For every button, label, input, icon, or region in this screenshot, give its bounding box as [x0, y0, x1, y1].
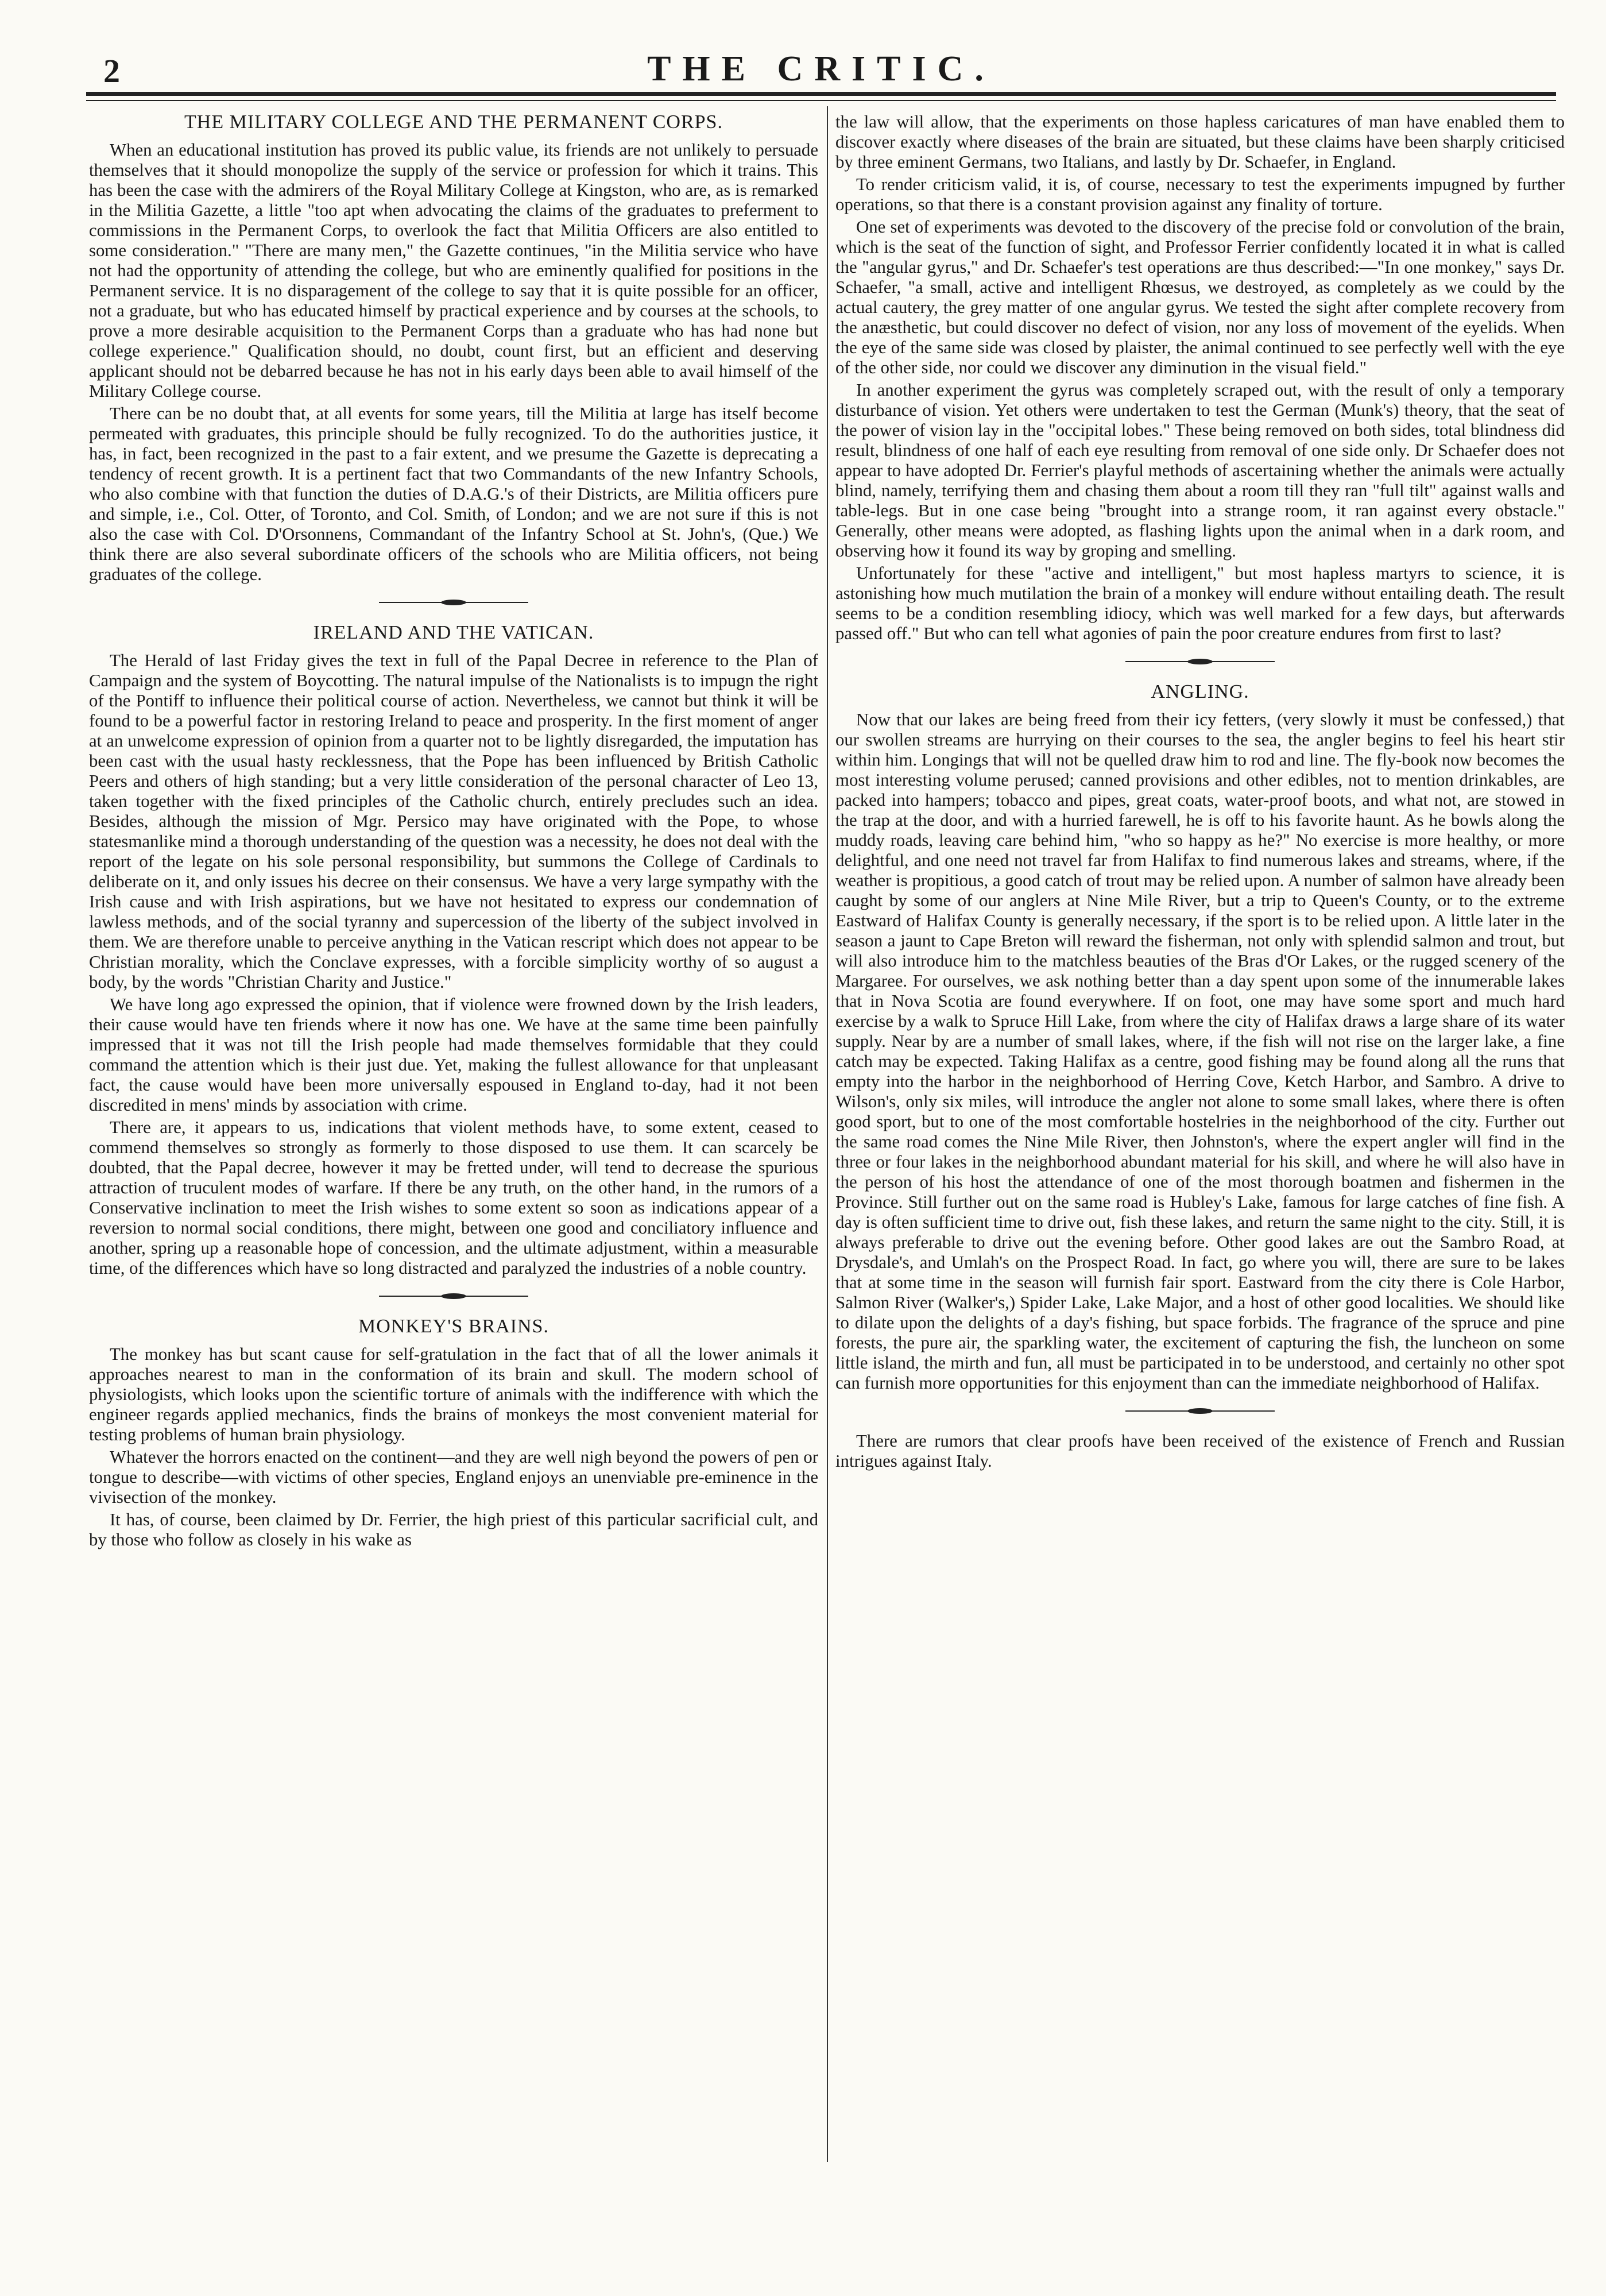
- article-title: MONKEY'S BRAINS.: [358, 1316, 549, 1337]
- header-rule-thin: [86, 100, 1556, 101]
- section-separator: [1125, 659, 1275, 664]
- header-rule-thick: [86, 92, 1556, 96]
- article-paragraph: Whatever the horrors enacted on the continent—and they are well nigh beyond the powers of pen or tongue to describe—with victims of other species, England enjoys an unenviable pre-eminence in the vivisection of the monkey.: [89, 1447, 818, 1507]
- article-paragraph: Unfortunately for these "active and intelligent," but most hapless martyrs to science, it is astonishing how much mutilation the brain of a monkey will endure without entailing death. The result seems to be a condition resembling idiocy, which was well marked for a few days, but afterwards passed off." But who can tell what agonies of pain the poor creature endures from first to last?: [835, 563, 1565, 643]
- article-paragraph: In another experiment the gyrus was completely scraped out, with the result of only a temporary disturbance of vision. Yet others were undertaken to test the German (Munk's) theory, that the seat of the power of vision lay in the "occipital lobes." These being removed on both sides, total blindness did result, blindness of one half of each eye resulting from removal of one side only. Dr Schaefer does not appear to have adopted Dr. Ferrier's playful methods of ascertaining whether the animals were actually blind, namely, terrifying them and chasing them about a room till they ran "full tilt" against walls and table-legs. But in one case being "brought into a strange room, it ran against every obstacle." Generally, other means were adopted, as flashing lights upon the animal when in a dark room, and observing how it found its way by groping and smelling.: [835, 380, 1565, 561]
- masthead: THE CRITIC.: [647, 49, 995, 88]
- column-divider: [827, 106, 828, 2162]
- news-note-rumors: There are rumors that clear proofs have been received of the existence of French and Russian intrigues against Italy.: [835, 1431, 1565, 1471]
- section-separator: [379, 1293, 528, 1299]
- article-paragraph: The Herald of last Friday gives the text in full of the Papal Decree in reference to the Plan of Campaign and the system of Boycotting. The natural impulse of the Nationalists is to impugn the right of the Pontiff to influence their political course of action. Nevertheless, we cannot but think it will be found to be a powerful factor in restoring Ireland to peace and prosperity. In the first moment of anger at an unwelcome expression of opinion from a quarter not to be lightly disregarded, the imputation has been cast with the usual hasty recklessness, that the Pope has been influenced by British Catholic Peers and others of high standing; but a very little consideration of the personal character of Leo 13, taken together with the fixed principles of the Catholic church, entirely precludes such an idea. Besides, although the mission of Mgr. Persico may have originated with the Pope, to whose statesmanlike mind a thorough understanding of the question was a necessity, he does not deal with the report of the legate on his sole personal responsibility, but summons the College of Cardinals to deliberate on it, and only issues his decree on their consensus. We have a very large sympathy with the Irish cause and with Irish aspirations, but we have not hesitated to express our condemnation of lawless methods, and of the social tyranny and supercession of the liberty of the subject involved in them. We are therefore unable to perceive anything in the Vatican rescript which does not appear to be Christian morality, which the Conclave expresses, with a forcible simplicity worthy of so august a body, by the words "Christian Charity and Justice.": [89, 651, 818, 992]
- section-separator: [1125, 1408, 1275, 1414]
- page-number: 2: [103, 52, 120, 90]
- section-separator: [379, 600, 528, 605]
- article-paragraph: One set of experiments was devoted to the discovery of the precise fold or convolution of the brain, which is the seat of the function of sight, and Professor Ferrier confidently located it in what is called the "angular gyrus," and Dr. Schaefer's test operations are thus described:—"In one monkey," says Dr. Schaefer, "a small, active and intelligent Rhœsus, we destroyed, as completely as we could by the actual cautery, the grey matter of one angular gyrus. We tested the sight after complete recovery from the anæsthetic, but could discover no defect of vision, nor any loss of movement of the eyelids. When the eye of the same side was closed by plaister, the animal continued to see perfectly well with the eye of the other side, nor could we discover any diminution in the visual field.": [835, 217, 1565, 377]
- article-monkeys-brains: [89, 1316, 818, 1550]
- article-paragraph: There are, it appears to us, indications that violent methods have, to some extent, ceased to commend themselves so strongly as formerly to those disposed to use them. It can scarcely be doubted, that the Papal decree, however it may be fretted under, will tend to decrease the spurious attraction of truculent modes of warfare. If there be any truth, on the other hand, in the rumors of a Conservative inclination to meet the Irish wishes to some extent so soon as indications appear of a reversion to normal social conditions, there might, between one good and conciliatory influence and another, spring up a reasonable hope of concession, and the ultimate adjustment, within a measurable time, of the differences which have so long distracted and paralyzed the industries of a noble country.: [89, 1118, 818, 1278]
- article-paragraph: There can be no doubt that, at all events for some years, till the Militia at large has itself become permeated with graduates, this principle should be fully recognized. To do the authorities justice, it has, in fact, been recognized in the past to a fair extent, and we presume the Gazette is deprecating a tendency of recent growth. It is a pertinent fact that two Commandants of the new Infantry Schools, who also combine with that function the duties of D.A.G.'s of their Districts, are Militia officers pure and simple, i.e., Col. Otter, of Toronto, and Col. Smith, of London; and we are not sure if this is not also the case with Col. D'Orsonnens, Commandant of the Infantry School at St. John's, (Que.) We think there are also several subordinate officers of the schools who are Militia officers, not being graduates of the college.: [89, 404, 818, 584]
- article-title: ANGLING.: [1151, 681, 1249, 702]
- article-paragraph: Now that our lakes are being freed from their icy fetters, (very slowly it must be confessed,) that our swollen streams are hurrying on their courses to the sea, the angler begins to feel his heart stir within him. Longings that will not be quelled draw him to rod and line. The fly-book now becomes the most interesting volume perused; canned provisions and other edibles, not to mention drinkables, are packed into hampers; tobacco and pipes, great coats, water-proof boots, and what not, are stowed in the trap at the door, and with a hurried farewell, he is off to his favorite haunt. As he bowls along the muddy roads, leaving care behind him, "who so happy as he?" No exercise is more healthy, or more delightful, and one need not travel far from Halifax to find numerous lakes and streams, where, if the weather is propitious, a good catch of trout may be relied upon. A number of salmon have already been caught by some of our anglers at Nine Mile River, but a trip to Queen's County, or to the extreme Eastward of Halifax County is generally necessary, if the sport is to be relied upon. A little later in the season a jaunt to Cape Breton will reward the fisherman, not only with splendid salmon and trout, but will also introduce him to the matchless beauties of the Bras d'Or Lakes, or the rugged scenery of the Margaree. For ourselves, we ask nothing better than a day spent upon some of the innumerable lakes that in Nova Scotia are found everywhere. If on foot, one may have some sport and much hard exercise by a walk to Spruce Hill Lake, from where the city of Halifax draws a large share of its water supply. Near by are a number of small lakes, where, if the fish will not rise on the larger lake, a fine catch may be expected. Taking Halifax as a centre, good fishing may be found along all the runs that empty into the harbor in the neighborhood of Herring Cove, Ketch Harbor, and Sambro. A drive to Wilson's, only six miles, will introduce the angler not alone to some small lakes, where there is often good sport, but to one of the most comfortable hostelries in the neighborhood of the city. Further out the same road comes the Nine Mile River, then Johnston's, where the expert angler will find in the three or four lakes in the neighborhood abundant material for his skill, and where he will also have in the person of his host the attendance of one of the most thorough boatmen and fishermen in the Province. Still further out on the same road is Hubley's Lake, famous for large catches of fine fish. A day is often sufficient time to drive out, fish these lakes, and return the same night to the city. Still, it is always preferable to drive out the evening before. Other good lakes are out the Sambro Road, at Drysdale's, and Umlah's on the Prospect Road. In fact, go where you will, there are sure to be lakes that at some time in the season will furnish fair sport. Eastward from the city there is Cole Harbor, Salmon River (Walker's,) Spider Lake, Lake Major, and a host of other good localities. We should like to dilate upon the delights of a day's fishing, but space forbids. The fragrance of the spruce and pine forests, the pure air, the sparkling water, the excitement of capturing the fish, the luncheon on some little island, the mirth and fun, all must be participated in to be understood, and certainly no other spot can furnish more opportunities for this enjoyment than can the immediate neighborhood of Halifax.: [835, 710, 1565, 1393]
- article-paragraph: the law will allow, that the experiments on those hapless caricatures of man have enabled them to discover exactly where diseases of the brain are situated, but these claims have been sharply criticised by three eminent Germans, two Italians, and lastly by Dr. Schaefer, in England.: [835, 112, 1565, 172]
- left-column: [89, 112, 818, 2156]
- right-column: [835, 112, 1565, 2156]
- article-angling: [835, 682, 1565, 1393]
- article-paragraph: To render criticism valid, it is, of course, necessary to test the experiments impugned by further operations, so that there is a constant provision against any finality of torture.: [835, 175, 1565, 214]
- article-ireland-vatican: [89, 623, 818, 1278]
- article-paragraph: The monkey has but scant cause for self-gratulation in the fact that of all the lower animals it approaches nearest to man in the conformation of its brain and skull. The modern school of physiologists, which looks upon the scientific torture of animals with the indifference with which the engineer regards applied mechanics, finds the brains of monkeys the most convenient material for testing problems of human brain physiology.: [89, 1344, 818, 1444]
- article-paragraph: It has, of course, been claimed by Dr. Ferrier, the high priest of this particular sacrificial cult, and by those who follow as closely in his wake as: [89, 1510, 818, 1549]
- article-monkeys-brains-continued: [835, 112, 1565, 644]
- article-military-college: [89, 112, 818, 585]
- article-paragraph: We have long ago expressed the opinion, that if violence were frowned down by the Irish leaders, their cause would have ten friends where it now has one. We have at the same time been painfully impressed that it was not till the Irish people had made themselves formidable that they could command the attention which is their just due. Yet, making the fullest allowance for that unpleasant fact, the cause would have been more universally espoused in England to-day, had it not been discredited in mens' minds by association with crime.: [89, 995, 818, 1115]
- article-title: THE MILITARY COLLEGE AND THE PERMANENT CORPS.: [184, 112, 723, 133]
- article-title: IRELAND AND THE VATICAN.: [313, 622, 594, 643]
- article-paragraph: When an educational institution has proved its public value, its friends are not unlikely to persuade themselves that it should monopolize the supply of the service or profession for which it trains. This has been the case with the admirers of the Royal Military College at Kingston, who are, as is remarked in the Militia Gazette, a little "too apt when advocating the claims of the graduates to preferment to commissions in the Permanent Corps, to overlook the fact that Militia Officers are also entitled to some consideration." "There are many men," the Gazette continues, "in the Militia service who have not had the opportunity of attending the college, but who are eminently qualified for positions in the Permanent service. It is no disparagement of the college to say that it is quite possible for an officer, not a graduate, but who has educated himself by practical experience and by courses at the schools, to prove a more desirable acquisition to the Permanent Corps than a graduate who has had none but college experience." Qualification should, no doubt, count first, but an efficient and deserving applicant should not be debarred because he has not in his early days been able to avail himself of the Military College course.: [89, 140, 818, 401]
